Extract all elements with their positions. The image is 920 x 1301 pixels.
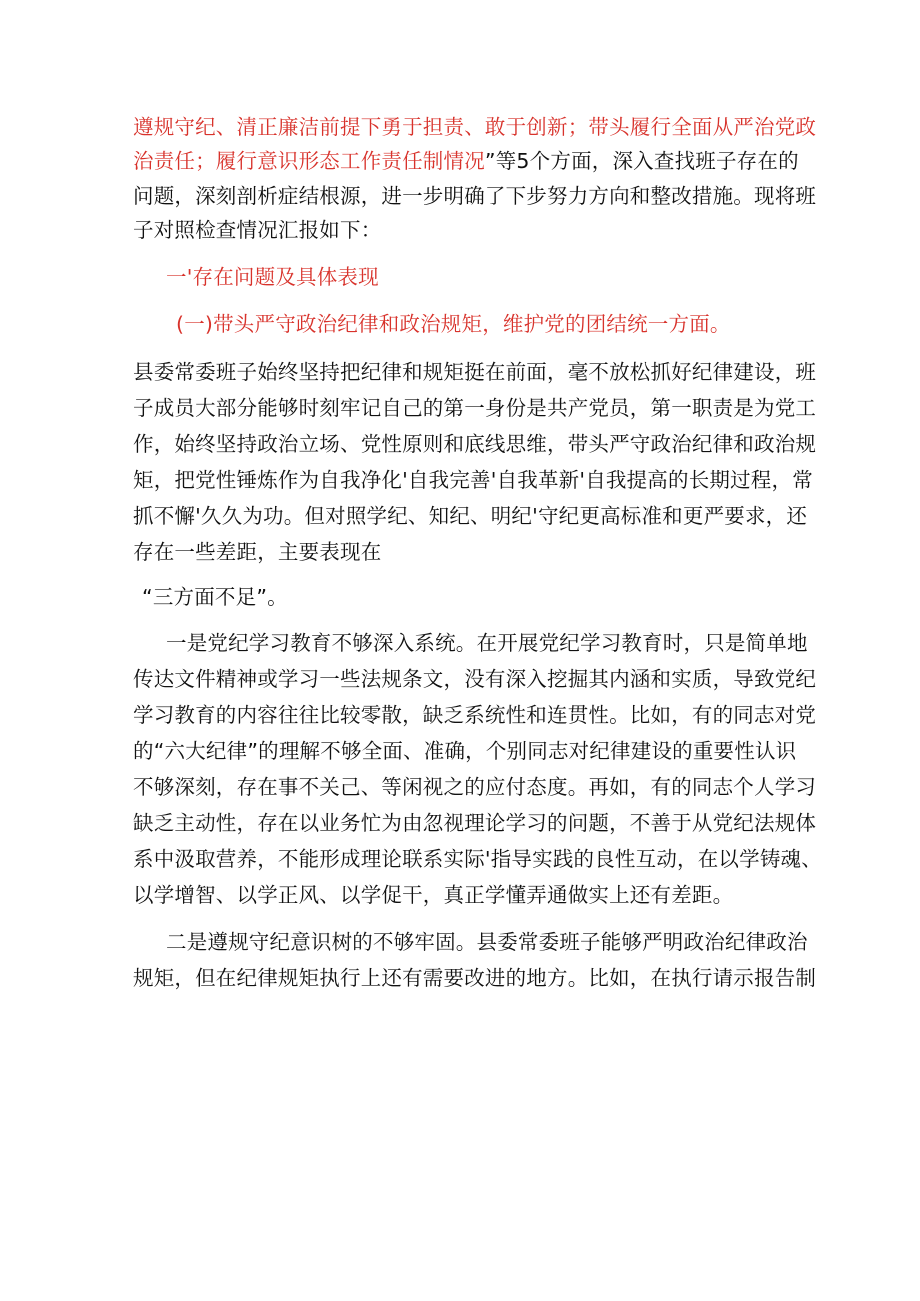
section-heading: [166, 262, 379, 292]
paragraph-first-line: [166, 628, 808, 658]
body-text: 传达文件精神或学习一些法规条文，没有深入挖掘其内涵和实质，导致党纪: [133, 667, 817, 691]
text-line-10: [133, 465, 813, 495]
body-text: 缺乏主动性，存在以业务忙为由忽视理论学习的问题，不善于从党纪法规体: [133, 811, 817, 835]
body-text: ”等5个方面，深入查找班子存在的: [484, 149, 799, 173]
subsection-heading: [176, 309, 731, 339]
text-line-12: [133, 537, 381, 567]
body-text: 的“六大纪律”的理解不够全面、准确，个别同志对纪律建设的重要性认识: [133, 739, 797, 763]
text-line-15: [133, 664, 816, 694]
text-line-11: [133, 501, 807, 531]
subsection-heading-text: (一)带头严守政治纪律和政治规矩，维护党的团结统一方面。: [176, 312, 731, 336]
text-line-21: [133, 880, 733, 910]
text-line-9: [133, 429, 816, 459]
text-line-8: [133, 393, 816, 423]
text-line-17: [133, 736, 796, 766]
body-text: 系中汲取营养，不能形成理论联系实际'指导实践的良性互动，在以学铸魂、: [133, 847, 822, 871]
body-text: 规矩，但在纪律规矩执行上还有需要改进的地方。比如，在执行请示报告制: [133, 966, 817, 990]
body-text: 以学增智、以学正风、以学促干，真正学懂弄通做实上还有差距。: [133, 883, 734, 907]
paragraph-first-line: [166, 927, 808, 957]
body-text: 县委常委班子始终坚持把纪律和规矩挺在前面，毫不放松抓好纪律建设，班: [133, 360, 817, 384]
body-text: 存在一些差距，主要表现在: [133, 540, 382, 564]
text-line-4: [133, 215, 381, 245]
text-line-20: [133, 844, 822, 874]
body-text: 子成员大部分能够时刻牢记自己的第一身份是共产党员，第一职责是为党工: [133, 396, 817, 420]
body-text: 学习教育的内容往往比较零散，缺乏系统性和连贯性。比如，有的同志对党: [133, 703, 817, 727]
highlighted-text: 治责任；履行意识形态工作责任制情况: [133, 149, 485, 173]
section-heading-text: 一'存在问题及具体表现: [166, 265, 379, 289]
text-line-7: [133, 357, 816, 387]
body-text: 作，始终坚持政治立场、党性原则和底线思维，带头严守政治纪律和政治规: [133, 432, 817, 456]
body-text: 问题，深刻剖析症结根源，进一步明确了下步努力方向和整改措施。现将班: [133, 184, 817, 208]
body-text: 二是遵规守纪意识树的不够牢固。县委常委班子能够严明政治纪律政治: [166, 930, 808, 954]
text-line-1: [133, 112, 816, 142]
highlighted-text: 遵规守纪、清正廉洁前提下勇于担责、敢于创新；带头履行全面从严治党政: [133, 115, 817, 139]
body-text: “三方面不足”。: [142, 585, 288, 609]
text-line-16: [133, 700, 816, 730]
body-text: 一是党纪学习教育不够深入系统。在开展党纪学习教育时，只是简单地: [166, 631, 808, 655]
text-line-3: [133, 181, 816, 211]
text-line-13: [142, 582, 288, 612]
text-line-23: [133, 963, 816, 993]
text-line-2: [133, 146, 799, 176]
body-text: 矩，把党性锤炼作为自我净化'自我完善'自我革新'自我提高的长期过程，常: [133, 468, 813, 492]
body-text: 子对照检查情况汇报如下：: [133, 218, 382, 242]
body-text: 抓不懈'久久为功。但对照学纪、知纪、明纪'守纪更高标准和更严要求，还: [133, 504, 808, 528]
text-line-18: [133, 772, 816, 802]
body-text: 不够深刻，存在事不关己、等闲视之的应付态度。再如，有的同志个人学习: [133, 775, 817, 799]
text-line-19: [133, 808, 816, 838]
